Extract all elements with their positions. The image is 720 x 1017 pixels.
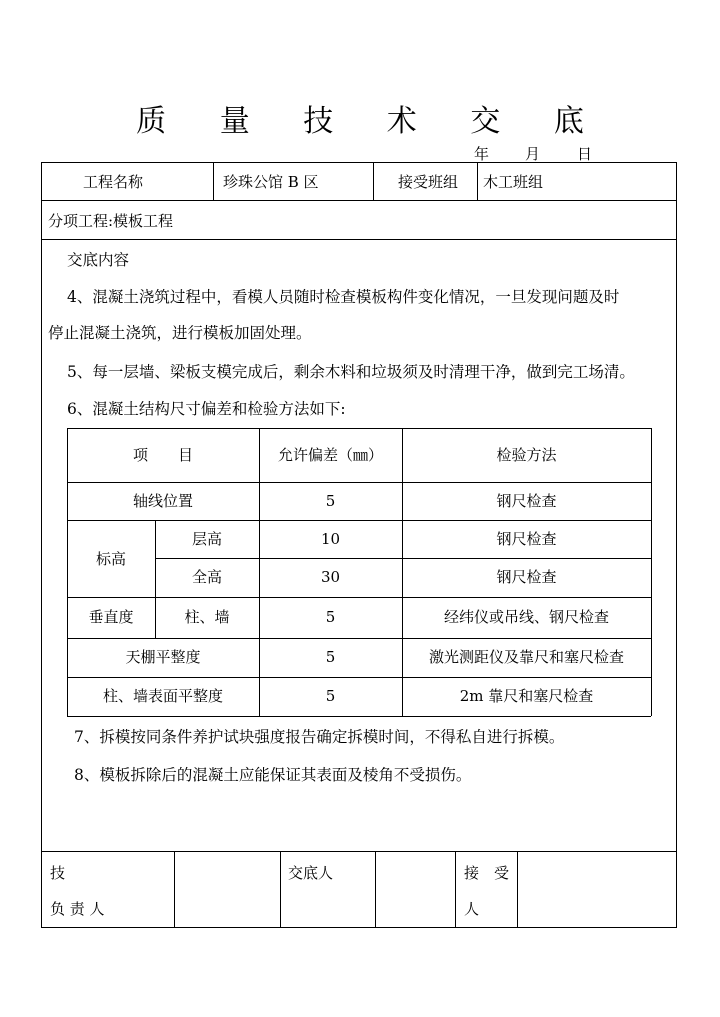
tech-lead-label-line1: 技 xyxy=(50,864,66,882)
date-year-label: 年 xyxy=(474,145,490,163)
date-month-label: 月 xyxy=(525,145,541,163)
project-name-value: 珍珠公馆 B 区 xyxy=(223,173,319,191)
form-divider xyxy=(373,162,374,200)
discloser-label: 交底人 xyxy=(288,864,334,882)
table-cell-item: 垂直度 xyxy=(88,608,134,626)
form-divider xyxy=(517,851,518,928)
table-rule xyxy=(67,638,651,639)
form-divider xyxy=(455,851,456,928)
form-divider xyxy=(213,162,214,200)
table-rule xyxy=(67,428,651,429)
table-cell-subitem: 柱、墙 xyxy=(184,608,230,626)
table-cell-subitem: 全高 xyxy=(191,568,222,586)
content-heading: 交底内容 xyxy=(67,251,130,269)
content-item-7: 7、拆模按同条件养护试块强度报告确定拆模时间，不得私自进行拆模。 xyxy=(74,728,565,746)
content-item-6: 6、混凝土结构尺寸偏差和检验方法如下: xyxy=(67,400,346,418)
table-cell-method: 钢尺检查 xyxy=(496,492,557,510)
content-item-5: 5、每一层墙、梁板支模完成后，剩余木料和垃圾须及时清理干净，做到完工场清。 xyxy=(67,363,635,381)
table-cell-tolerance: 10 xyxy=(320,530,341,548)
form-divider xyxy=(41,851,677,852)
receiver-label-line2: 人 xyxy=(464,900,480,918)
table-cell-method: 激光测距仪及靠尺和塞尺检查 xyxy=(428,648,624,666)
table-cell-tolerance: 30 xyxy=(320,568,341,586)
table-rule xyxy=(155,558,651,559)
receiver-team-label: 接受班组 xyxy=(398,173,459,191)
table-cell-tolerance: 5 xyxy=(325,687,336,705)
table-cell-tolerance: 5 xyxy=(325,648,336,666)
table-header-tolerance: 允许偏差（㎜） xyxy=(277,446,383,464)
table-cell-item: 轴线位置 xyxy=(132,492,193,510)
receiver-label-line1: 接 受 xyxy=(464,864,510,882)
sub-project: 分项工程:模板工程 xyxy=(48,212,174,230)
table-cell-method: 钢尺检查 xyxy=(496,568,557,586)
table-rule xyxy=(651,428,652,716)
project-name-label: 工程名称 xyxy=(83,173,144,191)
form-divider xyxy=(174,851,175,928)
tech-lead-label-line2: 负 责 人 xyxy=(50,900,105,918)
content-item-4-line2: 停止混凝土浇筑，进行模板加固处理。 xyxy=(48,324,312,342)
form-divider xyxy=(280,851,281,928)
receiver-team-value: 木工班组 xyxy=(483,173,544,191)
page-title: 质 量 技 术 交 底 xyxy=(136,104,606,139)
table-cell-tolerance: 5 xyxy=(325,608,336,626)
table-cell-item: 标高 xyxy=(95,550,126,568)
table-rule xyxy=(67,716,651,717)
form-divider xyxy=(41,239,677,240)
table-cell-method: 钢尺检查 xyxy=(496,530,557,548)
table-rule xyxy=(67,428,68,716)
table-header-method: 检验方法 xyxy=(496,446,557,464)
table-cell-method: 2m 靠尺和塞尺检查 xyxy=(459,687,594,705)
table-cell-item: 柱、墙表面平整度 xyxy=(102,687,223,705)
table-rule xyxy=(67,482,651,483)
form-divider xyxy=(477,162,478,200)
content-item-8: 8、模板拆除后的混凝土应能保证其表面及棱角不受损伤。 xyxy=(74,766,472,784)
content-item-4-line1: 4、混凝土浇筑过程中，看模人员随时检查模板构件变化情况，一旦发现问题及时 xyxy=(67,288,620,306)
form-divider xyxy=(375,851,376,928)
table-cell-item: 天棚平整度 xyxy=(125,648,201,666)
table-rule xyxy=(67,677,651,678)
table-cell-tolerance: 5 xyxy=(325,492,336,510)
date-day-label: 日 xyxy=(577,145,593,163)
table-cell-method: 经纬仪或吊线、钢尺检查 xyxy=(443,608,609,626)
form-divider xyxy=(41,200,677,201)
table-header-item: 项 目 xyxy=(132,446,193,464)
table-cell-subitem: 层高 xyxy=(191,530,222,548)
